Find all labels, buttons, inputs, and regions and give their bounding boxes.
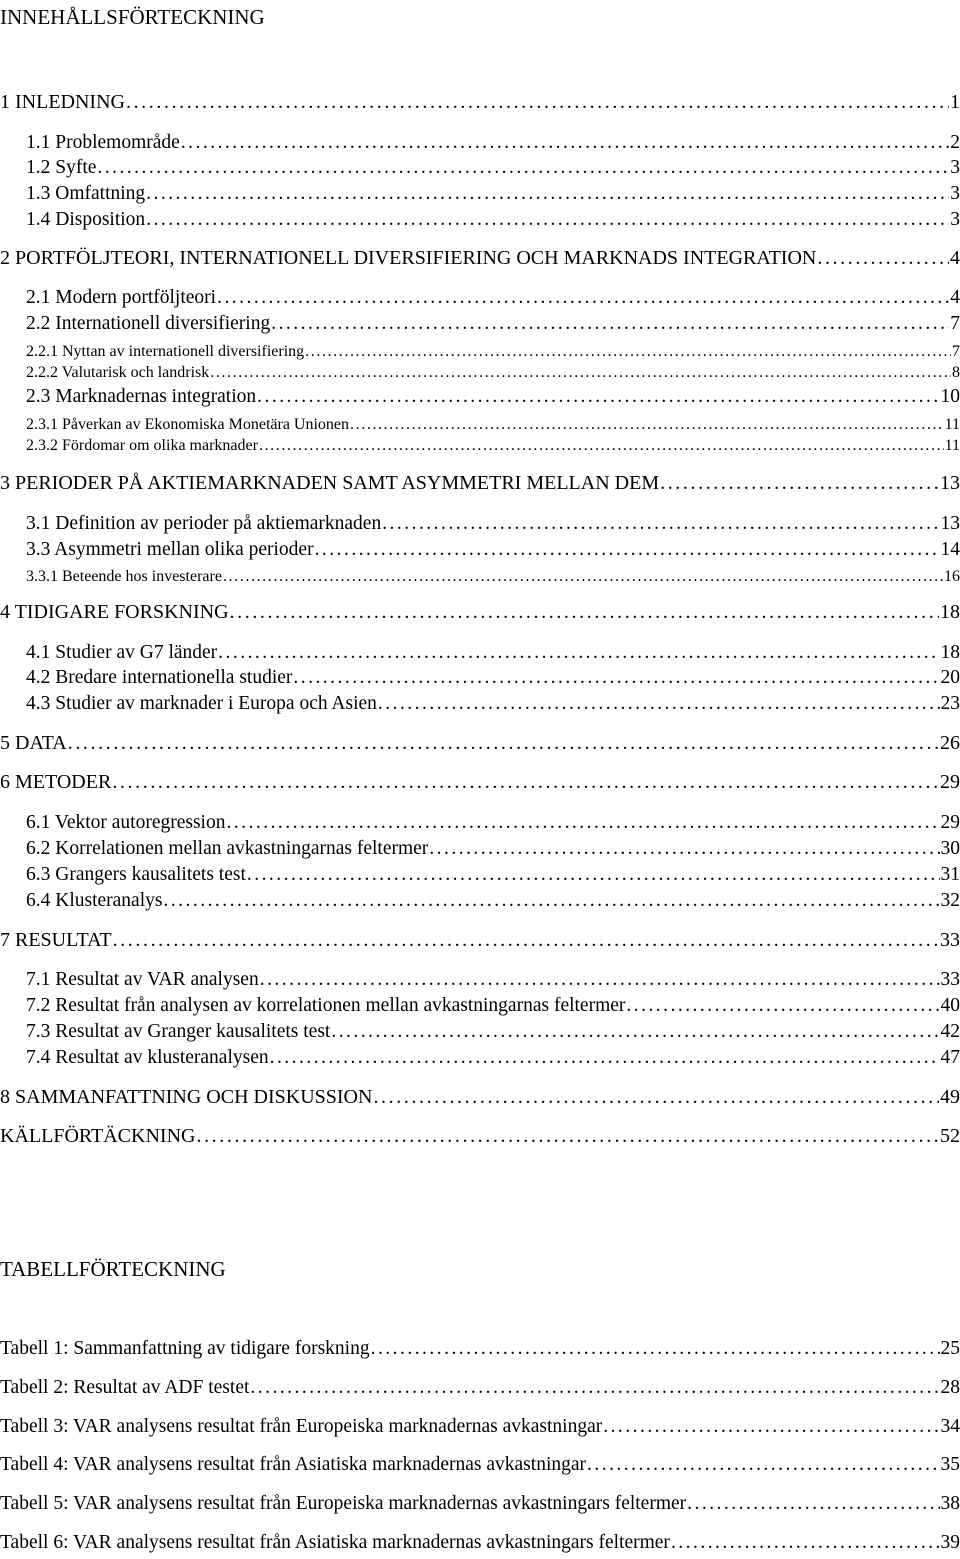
dot-leader (146, 209, 949, 231)
table-list-entry[interactable] (0, 1530, 960, 1554)
toc-entry-page-number: 32 (940, 890, 960, 911)
toc-entry-page-number: 14 (940, 539, 960, 560)
toc-entry-page-number: 13 (940, 472, 960, 494)
toc-entry-label: 2.2.1 Nyttan av internationell diversifiering (26, 343, 305, 360)
table-list-entry[interactable] (0, 1452, 960, 1476)
table-list-entry-page-number: 39 (940, 1532, 960, 1553)
toc-entry[interactable] (26, 207, 960, 231)
toc-entry-page-number: 26 (940, 732, 960, 754)
toc-entry-label: KÄLLFÖRTÄCKNING (0, 1125, 196, 1147)
toc-entry-label: 2.2.2 Valutarisk och landrisk (26, 364, 210, 381)
table-list-entry-label: Tabell 3: VAR analysens resultat från Europeiska marknadernas avkastningar (0, 1416, 603, 1437)
toc-entry[interactable] (26, 888, 960, 912)
toc-entry-label: 4.1 Studier av G7 länder (26, 642, 218, 663)
toc-entry[interactable] (26, 1019, 960, 1043)
toc-entry[interactable] (0, 90, 960, 114)
toc-entry-page-number: 40 (940, 995, 960, 1016)
toc-entry-page-number: 4 (950, 247, 960, 269)
toc-entry-label: 1.2 Syfte (26, 157, 97, 178)
toc-entry[interactable] (26, 810, 960, 834)
dot-leader (671, 1532, 940, 1554)
toc-entry[interactable] (26, 562, 960, 586)
dot-leader (378, 693, 940, 715)
toc-entry-page-number: 11 (944, 437, 960, 454)
dot-leader (113, 929, 939, 952)
toc-entry-page-number: 30 (940, 838, 960, 859)
dot-leader (371, 1338, 940, 1360)
dot-leader (196, 1125, 939, 1148)
toc-entry-label: 2.1 Modern portföljteori (26, 287, 217, 308)
toc-entry-label: 5 DATA (0, 732, 67, 754)
toc-entry-page-number: 20 (940, 667, 960, 688)
toc-entry[interactable] (26, 130, 960, 154)
table-list-entry[interactable] (0, 1491, 960, 1515)
table-list-entry-page-number: 35 (940, 1454, 960, 1475)
toc-entry-page-number: 1 (950, 91, 960, 113)
toc-entry-page-number: 31 (940, 864, 960, 885)
table-list-entry-label: Tabell 4: VAR analysens resultat från Asiatiska marknadernas avkastningar (0, 1454, 587, 1475)
toc-entry[interactable] (26, 862, 960, 886)
toc-entry[interactable] (26, 155, 960, 179)
toc-entry-label: 1.1 Problemområde (26, 132, 180, 153)
toc-entry-label: 1 INLEDNING (0, 91, 125, 113)
toc-entry-label: 6.4 Klusteranalys (26, 890, 163, 911)
dot-leader (210, 364, 951, 382)
table-list-entry-label: Tabell 6: VAR analysens resultat från Asiatiska marknadernas avkastningars feltermer (0, 1532, 670, 1553)
table-list-entry-label: Tabell 1: Sammanfattning av tidigare forskning (0, 1338, 370, 1359)
toc-entry-label: 7.1 Resultat av VAR analysen (26, 969, 259, 990)
table-list-title: TABELLFÖRTECKNING (0, 1257, 226, 1281)
toc-entry[interactable] (26, 1045, 960, 1069)
toc-entry-page-number: 8 (952, 364, 960, 381)
table-list-entry-page-number: 25 (940, 1338, 960, 1359)
toc-entry-label: 6 METODER (0, 771, 112, 793)
dot-leader (163, 890, 939, 912)
toc-entry[interactable] (26, 665, 960, 689)
toc-entry-label: 2 PORTFÖLJTEORI, INTERNATIONELL DIVERSIFIERING OCH MARKNADS INTEGRATION (0, 247, 817, 269)
toc-entry[interactable] (26, 384, 960, 408)
dot-leader (260, 969, 940, 991)
toc-entry-page-number: 10 (940, 386, 960, 407)
table-list-entry-label: Tabell 2: Resultat av ADF testet (0, 1377, 250, 1398)
toc-entry-label: 4 TIDIGARE FORSKNING (0, 601, 229, 623)
dot-leader (257, 386, 939, 408)
table-list-entry[interactable] (0, 1375, 960, 1399)
toc-entry-page-number: 29 (940, 812, 960, 833)
table-list-entry-page-number: 38 (940, 1493, 960, 1514)
dot-leader (226, 812, 939, 834)
toc-entry-label: 2.2 Internationell diversifiering (26, 313, 271, 334)
toc-entry-label: 1.4 Disposition (26, 209, 146, 230)
dot-leader (230, 601, 939, 624)
toc-entry-label: 7 RESULTAT (0, 929, 112, 951)
toc-entry-label: 2.3.2 Fördomar om olika marknader (26, 437, 258, 454)
dot-leader (587, 1454, 939, 1476)
toc-entry-label: 3.3.1 Beteende hos investerare (26, 568, 222, 585)
toc-entry[interactable] (26, 431, 960, 455)
toc-entry-page-number: 52 (940, 1125, 960, 1147)
dot-leader (68, 732, 939, 755)
toc-entry-page-number: 49 (940, 1086, 960, 1108)
dot-leader (429, 838, 939, 860)
toc-entry[interactable] (26, 511, 960, 535)
dot-leader (270, 1047, 940, 1069)
toc-entry-label: 7.3 Resultat av Granger kausalitets test (26, 1021, 331, 1042)
toc-entry-label: 2.3 Marknadernas integration (26, 386, 257, 407)
toc-entry-label: 7.2 Resultat från analysen av korrelationen mellan avkastningarnas feltermer (26, 995, 626, 1016)
table-list-entry-page-number: 34 (940, 1416, 960, 1437)
dot-leader (687, 1493, 939, 1515)
dot-leader (126, 91, 949, 114)
toc-entry-page-number: 4 (950, 287, 960, 308)
dot-leader (259, 437, 944, 455)
dot-leader (250, 1377, 939, 1399)
toc-title: INNEHÅLLSFÖRTECKNING (0, 5, 265, 29)
dot-leader (247, 864, 940, 886)
table-list-entry-label: Tabell 5: VAR analysens resultat från Europeiska marknadernas avkastningars feltermer (0, 1493, 687, 1514)
toc-entry-page-number: 3 (950, 183, 960, 204)
toc-entry[interactable] (26, 993, 960, 1017)
toc-entry[interactable] (26, 691, 960, 715)
toc-entry-label: 6.2 Korrelationen mellan avkastningarnas feltermer (26, 838, 429, 859)
toc-entry-label: 6.1 Vektor autoregression (26, 812, 226, 833)
toc-entry-label: 3 PERIODER PÅ AKTIEMARKNADEN SAMT ASYMMETRI MELLAN DEM (0, 472, 660, 494)
toc-entry[interactable] (26, 537, 960, 561)
dot-leader (603, 1416, 939, 1438)
table-list-entry[interactable] (0, 1414, 960, 1438)
toc-entry-label: 4.2 Bredare internationella studier (26, 667, 293, 688)
toc-entry-page-number: 11 (944, 416, 960, 433)
dot-leader (112, 771, 939, 794)
toc-entry-label: 7.4 Resultat av klusteranalysen (26, 1047, 269, 1068)
toc-entry[interactable] (26, 358, 960, 382)
toc-entry-page-number: 2 (950, 132, 960, 153)
toc-entry-label: 1.3 Omfattning (26, 183, 146, 204)
toc-entry[interactable] (26, 181, 960, 205)
toc-entry-page-number: 3 (950, 157, 960, 178)
toc-entry[interactable] (26, 640, 960, 664)
toc-entry[interactable] (0, 770, 960, 794)
toc-entry[interactable] (0, 471, 960, 495)
toc-entry-page-number: 16 (944, 568, 960, 585)
dot-leader (146, 183, 949, 205)
dot-leader (382, 513, 939, 535)
toc-entry-page-number: 42 (940, 1021, 960, 1042)
table-list-entry[interactable] (0, 1336, 960, 1360)
toc-entry[interactable] (26, 311, 960, 335)
dot-leader (271, 313, 949, 335)
toc-entry[interactable] (0, 1085, 960, 1109)
dot-leader (660, 472, 939, 495)
dot-leader (218, 642, 939, 664)
dot-leader (223, 568, 943, 586)
dot-leader (97, 157, 949, 179)
table-list-entry-page-number: 28 (940, 1377, 960, 1398)
dot-leader (315, 539, 940, 561)
dot-leader (217, 287, 949, 309)
toc-entry-page-number: 13 (940, 513, 960, 534)
toc-entry-page-number: 33 (940, 929, 960, 951)
dot-leader (331, 1021, 939, 1043)
dot-leader (181, 132, 949, 154)
dot-leader (293, 667, 939, 689)
toc-entry-label: 2.3.1 Påverkan av Ekonomiska Monetära Unionen (26, 416, 350, 433)
toc-entry-page-number: 7 (952, 343, 960, 360)
toc-entry[interactable] (0, 246, 960, 270)
toc-entry[interactable] (0, 600, 960, 624)
toc-entry-page-number: 7 (950, 313, 960, 334)
toc-entry-page-number: 18 (940, 642, 960, 663)
toc-entry[interactable] (26, 836, 960, 860)
dot-leader (626, 995, 939, 1017)
toc-entry-page-number: 33 (940, 969, 960, 990)
dot-leader (817, 247, 949, 270)
toc-entry[interactable] (0, 1124, 960, 1148)
toc-entry-page-number: 47 (940, 1047, 960, 1068)
toc-entry-page-number: 29 (940, 771, 960, 793)
toc-entry-label: 8 SAMMANFATTNING OCH DISKUSSION (0, 1086, 373, 1108)
toc-entry-label: 4.3 Studier av marknader i Europa och Asien (26, 693, 377, 714)
toc-entry-page-number: 3 (950, 209, 960, 230)
dot-leader (373, 1086, 939, 1109)
toc-entry[interactable] (0, 928, 960, 952)
toc-entry-label: 3.3 Asymmetri mellan olika perioder (26, 539, 314, 560)
toc-entry[interactable] (0, 731, 960, 755)
toc-entry-page-number: 23 (940, 693, 960, 714)
toc-entry-page-number: 18 (940, 601, 960, 623)
toc-entry-label: 6.3 Grangers kausalitets test (26, 864, 246, 885)
toc-entry[interactable] (26, 285, 960, 309)
toc-entry[interactable] (26, 967, 960, 991)
toc-entry-label: 3.1 Definition av perioder på aktiemarknaden (26, 513, 382, 534)
